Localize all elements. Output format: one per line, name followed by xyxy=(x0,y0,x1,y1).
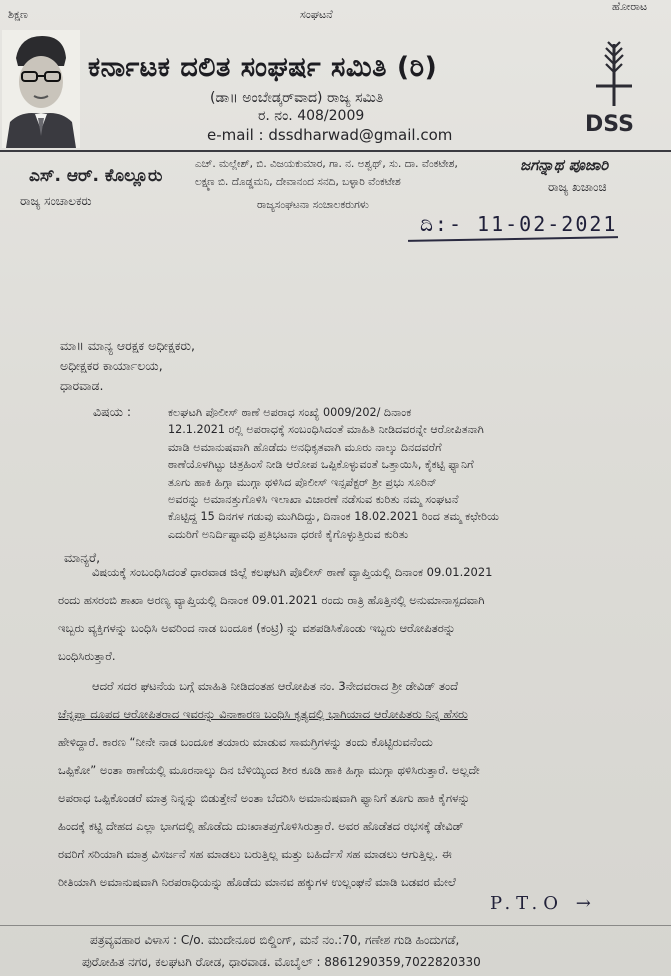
subject-line: ಎದುರಿಗೆ ಅನಿರ್ದಿಷ್ಟಾವಧಿ ಪ್ರತಿಭಟನಾ ಧರಣಿ ಕೈಗೊಳ್ಳುತ್ತಿರುವ ಕುರಿತು xyxy=(168,527,409,541)
date-underline xyxy=(408,236,618,242)
paragraph-line: ವಿಷಯಕ್ಕೆ ಸಂಬಂಧಿಸಿದಂತೆ ಧಾರವಾಡ ಜಿಲ್ಲೆ ಕಲಘಟಗಿ ಪೊಲೀಸ್ ಠಾಣೆ ವ್ಯಾಪ್ತಿಯಲ್ಲಿ ದಿನಾಂಕ 09.01.2021 xyxy=(92,565,493,579)
organizing-conveners-title: ರಾಜ್ಯಸಂಘಟನಾ ಸಂಚಾಲಕರುಗಳು xyxy=(257,199,369,211)
paragraph-2 xyxy=(58,672,646,896)
state-convener-name: ಎಸ್. ಆರ್. ಕೊಲ್ಲೂರು xyxy=(29,166,163,186)
registration-number: ರ. ನಂ. 408/2009 xyxy=(258,108,365,124)
recipient-line1: ಮಾ॥ ಮಾನ್ಯ ಆರಕ್ಷಕ ಅಧೀಕ್ಷಕರು, xyxy=(60,338,195,353)
paragraph-line: ಹಿಂದಕ್ಕೆ ಕಟ್ಟಿ ದೇಹದ ಎಲ್ಲಾ ಭಾಗದಲ್ಲಿ ಹೊಡೆದು ದುಃಖಾತಪ್ತಗೊಳಿಸಿರುತ್ತಾರೆ. ಅವರ ಹೊಡೆತದ ರಭಸಕ್ಕೆ ಡೇವಿಡ್ xyxy=(58,819,464,833)
paragraph-line: ಒಪ್ಪಿಕೋ” ಅಂತಾ ಠಾಣೆಯಲ್ಲಿ ಮೂರನಾಲ್ಕು ದಿನ ಬೆಳಿಯ್ಯಿಂದ ಶೀರ ಕೂಡಿ ಹಾಕಿ ಹಿಗ್ಗಾ ಮುಗ್ಗಾ ಥಳಿಸಿರುತ್ತಾರೆ. ಅಲ್ಲದೇ xyxy=(58,763,480,777)
subject-line: 12.1.2021 ರಲ್ಲಿ ಅಪರಾಧಕ್ಕೆ ಸಂಬಂಧಿಸಿದಂತೆ ಮಾಹಿತಿ ನೀಡಿದವರನ್ನೇ ಆರೋಪಿತನಾಗಿ xyxy=(168,423,484,437)
footer-address-line2: ಪುರೋಹಿತ ನಗರ, ಕಲಘಟಗಿ ರೋಡ, ಧಾರವಾಡ. ಮೊಬೈಲ್ : 8861290359,7022820330 xyxy=(82,955,481,969)
please-turn-over: P.T.O → xyxy=(490,893,597,914)
footer-divider xyxy=(0,925,671,926)
dss-logo-text: DSS xyxy=(585,112,634,137)
paragraph-line: ರಂದು ಹಸರಂಬಿ ಶಾಖಾ ಅರಣ್ಯ ವ್ಯಾಪ್ತಿಯಲ್ಲಿ ದಿನಾಂಕ 09.01.2021 ರಂದು ರಾತ್ರಿ ಹೊತ್ತಿನಲ್ಲಿ ಅನುಮಾನಾಸ್ಪದವಾಗಿ xyxy=(58,593,485,607)
treasurer-title: ರಾಜ್ಯ ಖಜಾಂಚಿ xyxy=(548,180,607,194)
paragraph-line: ಚೆನ್ನಪ್ಪಾ ದೂಪದ ಆರೋಪಿತರಾದ ಇವರನ್ನು ವಿನಾಕಾರಣ ಬಂಧಿಸಿ ಕೃತ್ಯದಲ್ಲಿ ಭಾಗಿಯಾದ ಆರೋಪಿತರು ನಿನ್ನ ಹೆಸರು xyxy=(58,707,468,721)
email-line xyxy=(207,126,452,144)
organizing-conveners-line1: ಎಚ್. ಮಲ್ಲೇಶ್, ಬಿ. ವಿಜಯಕುಮಾರ, ಗಾ. ನ. ಅಶ್ವಥ್, ಸು. ದಾ. ವೆಂಕಟೇಶ, xyxy=(195,158,458,170)
paragraph-line: ಇಬ್ಬರು ವ್ಯಕ್ತಿಗಳನ್ನು ಬಂಧಿಸಿ ಅವರಿಂದ ನಾಡ ಬಂದೂಕ (ಕಂಟ್ರಿ) ನ್ನು ವಶಪಡಿಸಿಕೊಂಡು ಇಬ್ಬರು ಆರೋಪಿತರನ್ನು xyxy=(58,621,456,635)
paragraph-line: ಅಪರಾಧ ಒಪ್ಪಿಕೊಂಡರೆ ಮಾತ್ರ ನಿನ್ನನ್ನು ಬಿಡುತ್ತೇನೆ ಅಂತಾ ಬೆದರಿಸಿ ಅಮಾನುಷವಾಗಿ ಫ್ಯಾನಿಗೆ ತೂಗು ಹಾಕಿ ಕೈಗಳನ್ನು xyxy=(58,791,470,805)
recipient-line2: ಅಧೀಕ್ಷಕರ ಕಾರ್ಯಾಲಯ, xyxy=(60,358,163,373)
subject-line: ಅವರನ್ನು ಅಮಾನತ್ತುಗೊಳಿಸಿ ಇಲಾಖಾ ವಿಚಾರಣೆ ನಡೆಸುವ ಕುರಿತು ನಮ್ಮ ಸಂಘಟನೆ xyxy=(168,493,459,507)
ambedkar-portrait-icon xyxy=(2,30,80,148)
paragraph-1 xyxy=(58,558,646,670)
subject-line: ಮಾಡಿ ಅಮಾನುಷವಾಗಿ ಹೊಡೆದು ಅನಧಿಕೃತವಾಗಿ ಮೂರು ನಾಲ್ಕು ದಿನದವರೆಗೆ xyxy=(168,440,442,454)
tagline-education: ಶಿಕ್ಷಣ xyxy=(8,8,28,21)
subject-line: ತೂಗು ಹಾಕಿ ಹಿಗ್ಗಾ ಮುಗ್ಗಾ ಥಳಿಸಿದ ಪೊಲೀಸ್ ಇನ್ಸಪೆಕ್ಟರ್ ಶ್ರೀ ಪ್ರಭು ಸೂರಿನ್ xyxy=(168,475,437,489)
header-divider xyxy=(0,150,671,152)
paragraph-line: ಬಂಧಿಸಿರುತ್ತಾರೆ. xyxy=(58,649,116,663)
email-address: dssdharwad@gmail.com xyxy=(268,126,453,144)
dss-emblem-icon xyxy=(590,40,638,110)
tagline-organize: ಸಂಘಟನೆ xyxy=(300,8,333,21)
paragraph-line: ರವರಿಗೆ ಸರಿಯಾಗಿ ಮಾತ್ರ ವಿಸರ್ಜನೆ ಸಹ ಮಾಡಲು ಬರುತ್ತಿಲ್ಲ ಮತ್ತು ಬಹಿರ್ದೆಸೆ ಸಹ ಮಾಡಲು ಆಗುತ್ತಿಲ್ಲ. ಈ xyxy=(58,847,452,861)
paragraph-line: ಹೇಳಿದ್ದಾರೆ. ಕಾರಣ “ನೀನೇ ನಾಡ ಬಂದೂಕ ತಯಾರು ಮಾಡುವ ಸಾಮಗ್ರಿಗಳನ್ನು ತಂದು ಕೊಟ್ಟಿರುವನೆಂದು xyxy=(58,735,433,749)
paragraph-line: ಆದರೆ ಸದರ ಘಟನೆಯ ಬಗ್ಗೆ ಮಾಹಿತಿ ನೀಡಿದಂತಹ ಆರೋಪಿತ ನಂ. 3ನೇದವರಾದ ಶ್ರೀ ಡೇವಿಡ್ ತಂದೆ xyxy=(92,679,459,693)
tagline-struggle: ಹೋರಾಟ xyxy=(612,0,648,13)
state-convener-title: ರಾಜ್ಯ ಸಂಚಾಲಕರು xyxy=(20,194,92,208)
organizing-conveners-line2: ಲಕ್ಷ್ಮಣ ಬಿ. ದೊಡ್ಡಮನಿ, ದೇವಾನಂದ ಸನದಿ, ಬಳ್ಳಾರಿ ವೆಂಕಟೇಶ xyxy=(195,176,401,188)
portrait-photo xyxy=(2,30,80,148)
subject-text xyxy=(168,404,648,543)
email-label: e-mail : xyxy=(207,126,264,144)
organization-name: ಕರ್ನಾಟಕ ದಲಿತ ಸಂಘರ್ಷ ಸಮಿತಿ (ರಿ) xyxy=(88,52,438,83)
footer-address-line1: ಪತ್ರವ್ಯವಹಾರ ವಿಳಾಸ : C/o. ಮುದೇನೂರ ಬಿಲ್ಡಿಂಗ್, ಮನೆ ನಂ.:70, ಗಣೇಶ ಗುಡಿ ಹಿಂದುಗಡೆ, xyxy=(90,933,460,947)
subject-line: ಠಾಣೆಯೊಳಗಿಟ್ಟು ಚಿತ್ರಹಿಂಸೆ ನೀಡಿ ಆರೋಪ ಒಪ್ಪಿಕೊಳ್ಳುವಂತೆ ಒತ್ತಾಯಿಸಿ, ಕೈಕಟ್ಟಿ ಫ್ಯಾನಿಗೆ xyxy=(168,458,474,472)
subject-label: ವಿಷಯ : xyxy=(93,404,132,419)
treasurer-name: ಜಗನ್ನಾಥ ಪೂಜಾರಿ xyxy=(520,156,609,174)
subject-line: ಕೊಟ್ಟಿದ್ದ 15 ದಿನಗಳ ಗಡುವು ಮುಗಿದಿದ್ದು, ದಿನಾಂಕ 18.02.2021 ರಿಂದ ತಮ್ಮ ಕಛೇರಿಯ xyxy=(168,510,500,524)
letter-date: ದಿ:- 11-02-2021 xyxy=(420,212,618,236)
salutation: ಮಾನ್ಯರೆ, xyxy=(64,550,101,565)
paragraph-line: ರೀತಿಯಾಗಿ ಅಮಾನುಷವಾಗಿ ನಿರಪರಾಧಿಯನ್ನು ಹೊಡೆದು ಮಾನವ ಹಕ್ಕುಗಳ ಉಲ್ಲಂಘನೆ ಮಾಡಿ ಬಡವರ ಮೇಲೆ xyxy=(58,875,456,889)
recipient-line3: ಧಾರವಾಡ. xyxy=(60,378,104,393)
subject-line: ಕಲಘಟಗಿ ಪೊಲೀಸ್ ಠಾಣೆ ಅಪರಾಧ ಸಂಖ್ಯೆ 0009/202/ ದಿನಾಂಕ xyxy=(168,406,412,419)
organization-subtitle: (ಡಾ॥ ಅಂಬೇಡ್ಕರ್‌ವಾದ) ರಾಜ್ಯ ಸಮಿತಿ xyxy=(210,90,384,106)
